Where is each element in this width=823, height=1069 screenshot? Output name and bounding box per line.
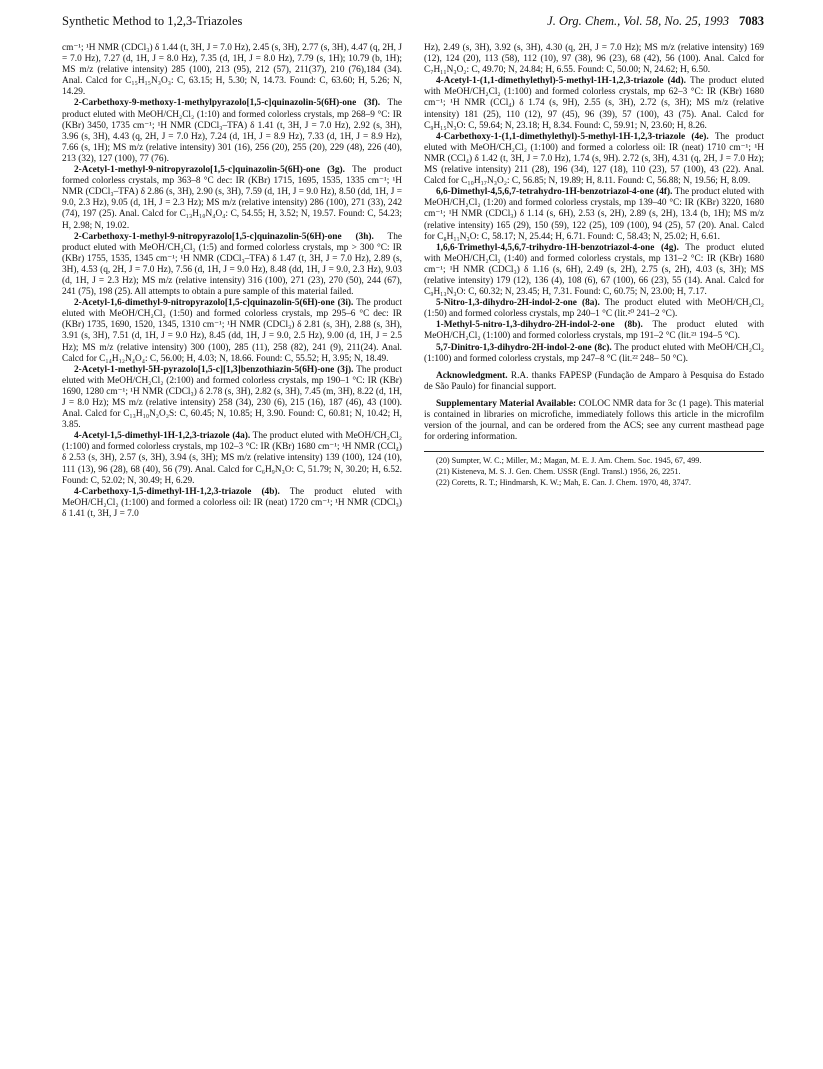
paragraph [424, 43, 764, 76]
compound-heading: 6,6-Dimethyl-4,5,6,7-tetrahydro-1H-benzotriazol-4-one (4f). [436, 187, 673, 198]
right-column [424, 43, 764, 489]
compound-text: The product eluted with MeOH/CH₂Cl₂ (1:5) and formed colorless crystals, mp > 300 °C: IR (KBr) 1755, 1535, 1345 cm⁻¹; ¹H NMR (CDCl₃–TFA) δ 1.47 (t, 3H, J = 7.0 Hz), 2.89 (s, 3H), 4.53 (q, 2H, J = 7.0 Hz), 7.56 (d, 1H, J = 9.0 Hz), 8.48 (dd, 1H, J = 9.0, 2.3 Hz), 9.03 (d, 1H, J = 2.3 Hz); MS m/z (relative intensity) 316 (100), 271 (23), 270 (50), 244 (67), 241 (75), 198 (25). All attempts to obtain a pure sample of this material failed. [62, 231, 402, 298]
running-title: Synthetic Method to 1,2,3-Triazoles [62, 14, 243, 28]
compound-heading: 2-Carbethoxy-9-methoxy-1-methylpyrazolo[1,5-c]quinazolin-5(6H)-one (3f). [74, 98, 381, 109]
compound-text: The product eluted with MeOH/CH₂Cl₂ (1:100) and formed colorless crystals, mp 191–2 °C (lit.²¹ 194–5 °C). [424, 320, 764, 342]
compound-text: The product eluted with MeOH/CH₂Cl₂ (1:100) and formed colorless crystals, mp 102–3 °C: IR (KBr) 1680 cm⁻¹; ¹H NMR (CCl₄) δ 2.53 (s, 3H), 2.57 (s, 3H), 3.94 (s, 3H); MS m/z (relative intensity) 139 (100), 124 (10), 111 (13), 96 (28), 68 (40), 56 (79). Anal. Calcd for C₆H₉N₃O: C, 51.79; N, 30.20; H, 6.52. Found: C, 52.02; N, 30.49; H, 6.29. [62, 431, 402, 486]
compound-text: The product eluted with MeOH/CH₂Cl₂ (1:100) and formed colorless crystals, mp 62–3 °C: IR (KBr) 1680 cm⁻¹; ¹H NMR (CCl₄) δ 1.74 (s, 9H), 2.55 (s, 3H), 2.72 (s, 3H); MS m/z (relative intensity) 181 (25), 110 (12), 97 (45), 96 (39), 57 (100), 43 (75). Anal. Calcd for C₉H₁₅N₃O: C, 59.64; N, 23.18; H, 8.34. Found: C, 59.91; N, 23.60; H, 8.26. [424, 76, 765, 131]
acknowledgment [424, 371, 764, 393]
compound-entry-3i [62, 298, 402, 365]
journal-citation [547, 14, 764, 29]
compound-text: The product eluted with MeOH/CH₂Cl₂ (1:20) and formed colorless crystals, mp 139–40 °C: IR (KBr) 3220, 1680 cm⁻¹; ¹H NMR (CDCl₃) δ 1.14 (s, 6H), 2.53 (s, 2H), 2.89 (s, 2H), 13.4 (b, 1H); MS m/z (relative intensity) 165 (29), 150 (59), 122 (25), 109 (100), 94 (25), 57 (20). Anal. Calcd for C₈H₁₁N₃O: C, 58.17; N, 25.44; H, 6.71. Found: C, 58.43; N, 25.02; H, 6.61. [424, 187, 765, 242]
paragraph-text: Hz), 2.49 (s, 3H), 3.92 (s, 3H), 4.30 (q, 2H, J = 7.0 Hz); MS m/z (relative intensity) 169 (12), 124 (20), 113 (58), 112 (10), 97 (38), 96 (23), 68 (42), 56 (100). Anal. Calcd for C₇H₁₁N₃O₂: C, 49.70; N, 24.84; H, 6.55. Found: C, 50.00; N, 24.62; H, 6.50. [424, 43, 764, 76]
compound-entry-4b [62, 487, 402, 520]
compound-text: The product eluted with MeOH/CH₂Cl₂ (1:50) and formed colorless crystals, mp 240–1 °C (lit.²⁰ 241–2 °C). [424, 298, 765, 320]
page-number: 7083 [739, 14, 764, 28]
compound-heading: 2-Acetyl-1-methyl-5H-pyrazolo[1,5-c][1,3]benzothiazin-5(6H)-one (3j). [74, 364, 354, 375]
left-column [62, 43, 402, 520]
supplementary-heading: Supplementary Material Available: [436, 398, 577, 409]
compound-text: The product eluted with MeOH/CH₂Cl₂ (2:100) and formed colorless crystals, mp 190–1 °C: IR (KBr) 1690, 1280 cm⁻¹; ¹H NMR (CDCl₃) δ 2.78 (s, 3H), 2.82 (s, 3H), 7.45 (m, 3H), 8.22 (d, 1H, J = 8.0 Hz); MS m/z (relative intensity) 258 (34), 230 (6), 215 (16), 187 (46), 43 (100). Anal. Calcd for C₁₃H₁₀N₂O₂S: C, 60.45; N, 10.85; H, 3.90. Found: C, 60.81; N, 10.42; H, 3.85. [62, 364, 402, 431]
compound-entry-3j [62, 365, 402, 432]
compound-entry-4f [424, 187, 764, 242]
compound-heading: 4-Acetyl-1,5-dimethyl-1H-1,2,3-triazole (4a). [74, 431, 251, 442]
compound-text: The product eluted with MeOH/CH₂Cl₂ (1:100) and formed a colorless oil: IR (neat) 1720 cm⁻¹; ¹H NMR (CDCl₃) δ 1.41 (t, 3H, J = 7.0 [62, 486, 402, 519]
compound-entry-8b [424, 320, 764, 342]
compound-heading: 2-Carbethoxy-1-methyl-9-nitropyrazolo[1,5-c]quinazolin-5(6H)-one (3h). [74, 231, 374, 242]
compound-heading: 2-Acetyl-1,6-dimethyl-9-nitropyrazolo[1,5-c]quinazolin-5(6H)-one (3i). [74, 298, 354, 309]
compound-text: The product eluted with MeOH/CH₂Cl₂ (1:50) and formed colorless crystals, mp 295–6 °C dec: IR (KBr) 1735, 1690, 1520, 1345, 1310 cm⁻¹; ¹H NMR (CDCl₃) δ 2.81 (s, 3H), 2.88 (s, 3H), 3.91 (s, 3H), 7.51 (d, 1H, J = 9.0 Hz), 8.45 (dd, 1H, J = 9.0, 2.5 Hz), 9.00 (d, 1H, J = 2.5 Hz); MS m/z (relative intensity) 300 (100), 285 (11), 258 (82), 241 (9), 211(24). Anal. Calcd for C₁₄H₁₂N₄O₄: C, 56.00; H, 4.03; N, 18.66. Found: C, 55.52; H, 3.95; N, 18.49. [62, 298, 402, 364]
compound-text: The product eluted with MeOH/CH₂Cl₂ (1:40) and formed colorless crystals, mp 131–2 °C: IR (KBr) 1680 cm⁻¹; ¹H NMR (CDCl₃) δ 1.16 (s, 6H), 2.49 (s, 2H), 2.75 (s, 2H), 4.03 (s, 3H); MS (relative intensity) 179 (12), 136 (4), 108 (6), 67 (100), 66 (23), 55 (14). Anal. Calcd for C₉H₁₃N₃O: C, 60.32; N, 23.45; H, 7.31. Found: C, 60.75; N, 23.00; H, 7.17. [424, 242, 764, 298]
reference-item: (22) Coretts, R. T.; Hindmarsh, K. W.; Mah, E. Can. J. Chem. 1970, 48, 3747. [436, 478, 691, 488]
supplementary-text: COLOC NMR data for 3c (1 page). This material is contained in libraries on microfiche, immediately follows this article in the microfilm version of the journal, and can be ordered from the ACS; see any current masthead page for ordering information. [424, 398, 764, 443]
compound-text: The product formed colorless crystals, mp 363–8 °C dec: IR (KBr) 1715, 1695, 1535, 1335 cm⁻¹; ¹H NMR (CDCl₃–TFA) δ 2.86 (s, 3H), 2.90 (s, 3H), 7.59 (d, 1H, J = 9.0 Hz), 8.50 (dd, 1H, J = 9.0, 2.3 Hz), 9.05 (d, 1H, J = 2.3 Hz); MS m/z (relative intensity) 286 (100), 271 (33), 242 (74), 197 (25). Anal. Calcd for C₁₃H₁₀N₄O₄: C, 54.55; H, 3.52; N, 19.57. Found: C, 54.23; H, 2.98; N, 19.02. [62, 165, 402, 231]
compound-entry-3h [62, 232, 402, 299]
compound-text: The product eluted with MeOH/CH₂Cl₂ (1:10) and formed colorless crystals, mp 268–9 °C: IR (KBr) 3450, 1735 cm⁻¹; ¹H NMR (CDCl₃–TFA) δ 1.41 (t, 3H, J = 7.0 Hz), 2.92 (s, 3H), 3.96 (s, 3H), 4.43 (q, 2H, J = 7.0 Hz), 7.24 (d, 1H, J = 8.9 Hz), 7.33 (d, 1H, J = 8.9 Hz), 7.66 (s, 1H); MS m/z (relative intensity) 301 (16), 256 (20), 255 (20), 229 (48), 226 (40), 213 (32), 127 (100), 77 (76). [62, 98, 402, 164]
journal-name: J. Org. Chem., Vol. 58, No. 25, 1993 [547, 14, 729, 28]
compound-entry-4a [62, 431, 402, 486]
supplementary-material [424, 399, 764, 443]
compound-entry-3g [62, 165, 402, 232]
acknowledgment-text: R.A. thanks FAPESP (Fundação de Amparo à Pesquisa do Estado de São Paulo) for financial support. [424, 370, 764, 392]
reference-item: (20) Sumpter, W. C.; Miller, M.; Magan, M. E. J. Am. Chem. Soc. 1945, 67, 499. [436, 456, 702, 466]
acknowledgment-heading: Acknowledgment. [436, 370, 508, 381]
compound-entry-8a [424, 298, 764, 320]
running-header [62, 14, 764, 34]
compound-heading: 5,7-Dinitro-1,3-dihydro-2H-indol-2-one (8c). [436, 342, 612, 353]
compound-heading: 1,6,6-Trimethyl-4,5,6,7-trihydro-1H-benzotriazol-4-one (4g). [436, 242, 679, 253]
compound-heading: 4-Acetyl-1-(1,1-dimethylethyl)-5-methyl-1H-1,2,3-triazole (4d). [436, 76, 686, 87]
compound-text: The product eluted with MeOH/CH₂Cl₂ (1:100) and formed colorless crystals, mp 247–8 °C (lit.²² 248– 50 °C). [424, 342, 765, 364]
compound-entry-3f [62, 98, 402, 165]
compound-heading: 2-Acetyl-1-methyl-9-nitropyrazolo[1,5-c]quinazolin-5(6H)-one (3g). [74, 165, 345, 176]
compound-heading: 4-Carbethoxy-1-(1,1-dimethylethyl)-5-methyl-1H-1,2,3-triazole (4e). [436, 131, 709, 142]
reference-item: (21) Kisteneva, M. S. J. Gen. Chem. USSR (Engl. Transl.) 1956, 26, 2251. [436, 467, 681, 477]
compound-entry-4d [424, 76, 764, 131]
compound-entry-4e [424, 132, 764, 187]
paragraph-text: cm⁻¹; ¹H NMR (CDCl₃) δ 1.44 (t, 3H, J = 7.0 Hz), 2.45 (s, 3H), 2.77 (s, 3H), 4.47 (q, 2H, J = 7.0 Hz), 7.27 (d, 1H, J = 8.0 Hz), 7.35 (d, 1H, J = 8.0 Hz), 7.79 (s, 1H); 10.79 (b, 1H); MS m/z (relative intensity) 285 (100), 213 (95), 212 (57), 211(37), 210 (76),184 (34). Anal. Calcd for C₁₅H₁₅N₃O₃: C, 63.15; H, 5.30; N, 14.73. Found: C, 63.60; H, 5.26; N, 14.29. [62, 43, 402, 98]
compound-entry-8c [424, 343, 764, 365]
references [424, 451, 764, 488]
compound-heading: 5-Nitro-1,3-dihydro-2H-indol-2-one (8a). [436, 298, 600, 309]
compound-text: The product eluted with MeOH/CH₂Cl₂ (1:100) and formed a colorless oil: IR (neat) 1710 cm⁻¹; ¹H NMR (CCl₄) δ 1.42 (t, 3H, J = 7.0 Hz), 1.74 (s, 9H). 2.72 (s, 3H), 4.31 (q, 2H, J = 7.0 Hz); MS (relative intensity) 211 (28), 196 (34), 127 (18), 110 (23), 57 (100), 43 (22). Anal. Calcd for C₁₀H₁₇N₃O₂: C, 56.85; N, 19.89; H, 8.11. Found: C, 56.88; N, 19.56; H, 8.09. [424, 131, 764, 187]
compound-heading: 1-Methyl-5-nitro-1,3-dihydro-2H-indol-2-one (8b). [436, 320, 643, 331]
compound-entry-4g [424, 243, 764, 298]
compound-heading: 4-Carbethoxy-1,5-dimethyl-1H-1,2,3-triazole (4b). [74, 486, 280, 497]
paragraph [62, 43, 402, 98]
